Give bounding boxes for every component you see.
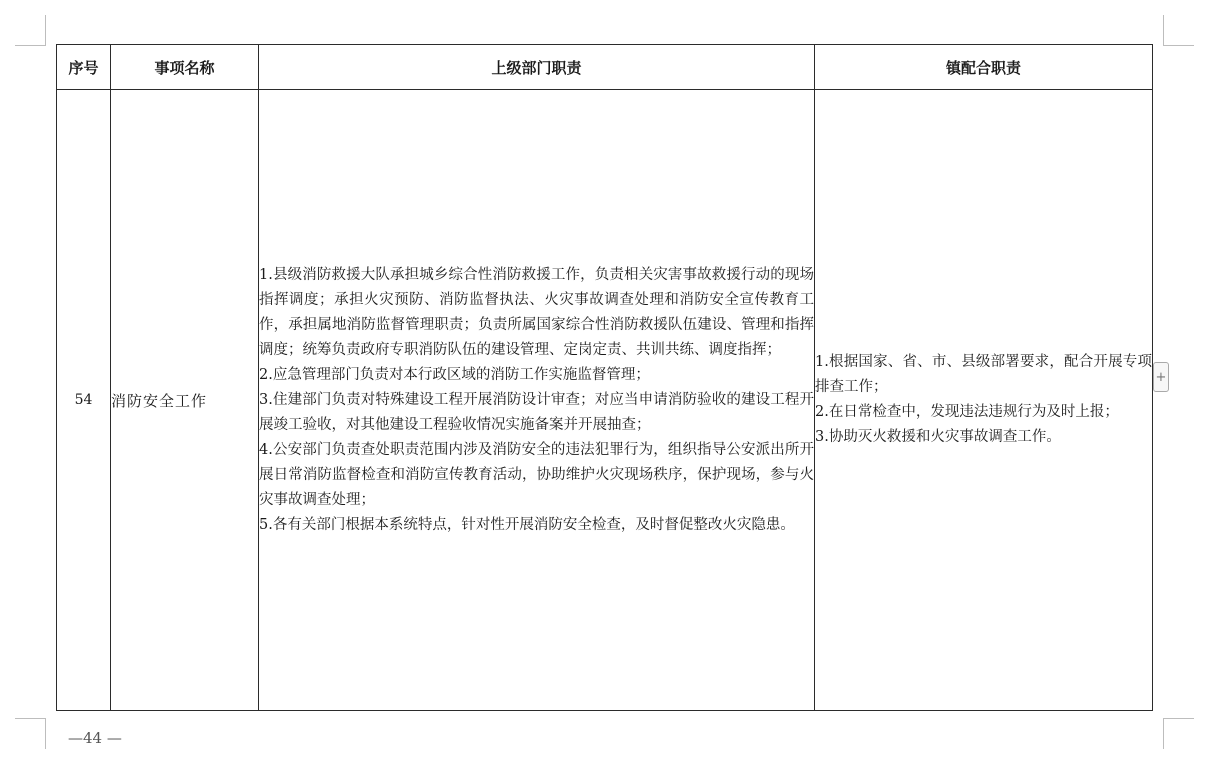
crop-mark-bottom-right bbox=[1163, 718, 1194, 749]
crop-mark-bottom-left bbox=[15, 718, 46, 749]
table-row bbox=[57, 90, 1153, 711]
upper-duty-item: 1.县级消防救援大队承担城乡综合性消防救援工作，负责相关灾害事故救援行动的现场指挥调度；承担火灾预防、消防监督执法、火灾事故调查处理和消防安全宣传教育工作，承担属地消防监督管理职责；负责所属国家综合性消防救援队伍建设、管理和指挥调度；统筹负责政府专职消防队伍的建设管理、定岗定责、共训共练、调度指挥； bbox=[259, 266, 814, 358]
upper-duty-item: 2.应急管理部门负责对本行政区域的消防工作实施监督管理； bbox=[259, 366, 650, 383]
town-duties-cell bbox=[815, 90, 1153, 711]
page-number: —44 — bbox=[68, 729, 122, 747]
upper-duty-item: 4.公安部门负责查处职责范围内涉及消防安全的违法犯罪行为，组织指导公安派出所开展日常消防监督检查和消防宣传教育活动，协助维护火灾现场秩序，保护现场，参与火灾事故调查处理； bbox=[259, 441, 814, 508]
town-duty-item: 2.在日常检查中，发现违法违规行为及时上报； bbox=[815, 404, 1119, 420]
town-duty-item: 3.协助灭火救援和火灾事故调查工作。 bbox=[815, 429, 1061, 445]
crop-mark-top-right bbox=[1163, 15, 1194, 46]
header-seq: 序号 bbox=[57, 45, 111, 90]
duty-table bbox=[56, 44, 1153, 711]
header-item-name: 事项名称 bbox=[111, 45, 259, 90]
upper-duties-cell bbox=[259, 90, 815, 711]
upper-duty-item: 5.各有关部门根据本系统特点，针对性开展消防安全检查，及时督促整改火灾隐患。 bbox=[259, 516, 795, 533]
town-duty-item: 1.根据国家、省、市、县级部署要求，配合开展专项排查工作； bbox=[815, 354, 1152, 395]
row-seq: 54 bbox=[57, 90, 111, 711]
header-row bbox=[57, 45, 1153, 90]
row-item-name: 消防安全工作 bbox=[111, 90, 259, 711]
table-expand-handle[interactable]: + bbox=[1153, 362, 1169, 392]
header-town-duties: 镇配合职责 bbox=[815, 45, 1153, 90]
crop-mark-top-left bbox=[15, 15, 46, 46]
upper-duty-item: 3.住建部门负责对特殊建设工程开展消防设计审查；对应当申请消防验收的建设工程开展竣工验收，对其他建设工程验收情况实施备案并开展抽查； bbox=[259, 391, 814, 433]
header-upper-duties: 上级部门职责 bbox=[259, 45, 815, 90]
